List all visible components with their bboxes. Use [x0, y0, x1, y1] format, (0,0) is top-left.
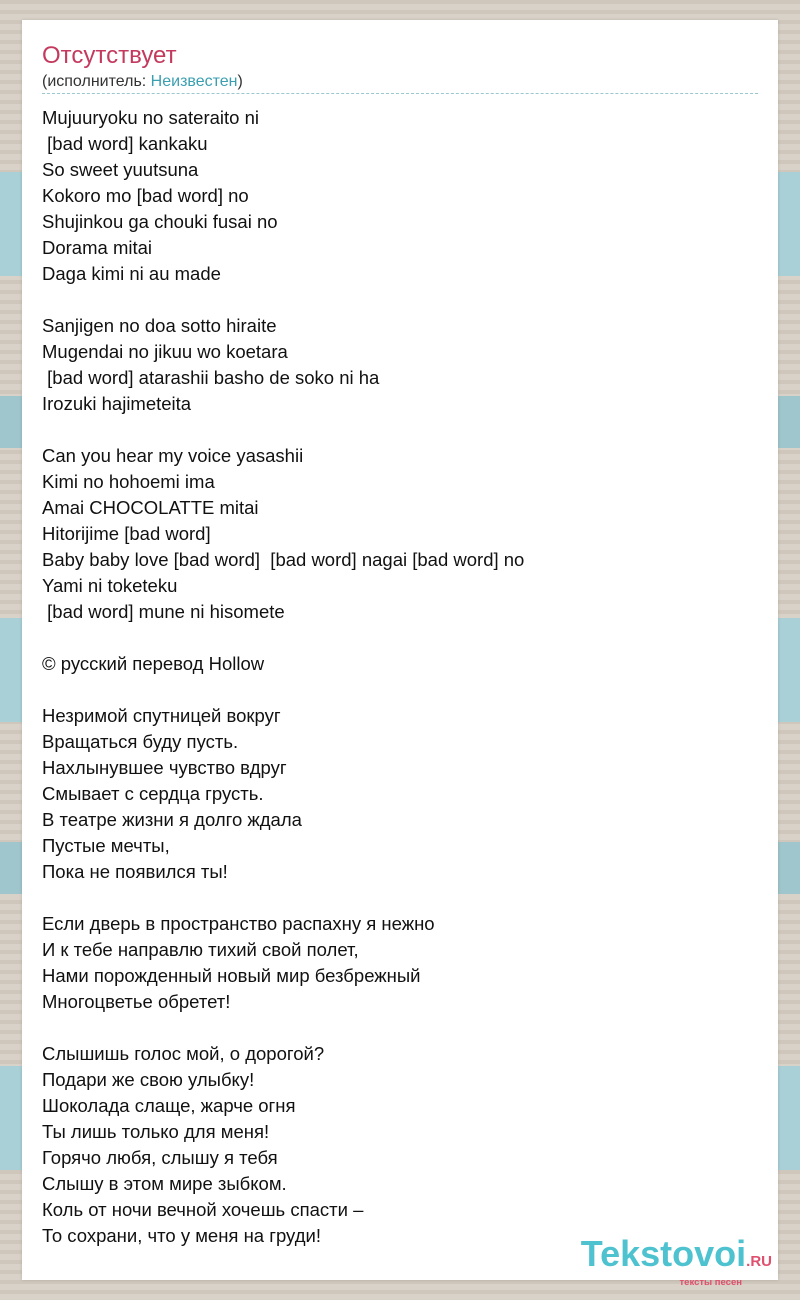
lyric-line: Yami ni toketeku — [42, 575, 178, 596]
lyric-blank-line — [42, 287, 758, 313]
lyric-line: Горячо любя, слышу я тебя — [42, 1147, 278, 1168]
lyric-line: Подари же свою улыбку! — [42, 1069, 255, 1090]
lyric-blank-line — [42, 417, 758, 443]
lyric-line: Mugendai no jikuu wo koetara — [42, 341, 288, 362]
lyric-blank-line — [42, 885, 758, 911]
lyric-line: То сохрани, что у меня на груди! — [42, 1225, 321, 1246]
lyric-line: Hitorijime [bad word] — [42, 523, 211, 544]
logo-wordmark[interactable] — [568, 1233, 772, 1279]
site-logo[interactable] — [568, 1233, 772, 1288]
lyric-line: Шоколада слаще, жарче огня — [42, 1095, 296, 1116]
lyric-line: Shujinkou ga chouki fusai no — [42, 211, 278, 232]
lyric-line: Многоцветье обретет! — [42, 991, 231, 1012]
lyric-line: Коль от ночи вечной хочешь спасти – — [42, 1199, 364, 1220]
artist-line — [42, 73, 243, 91]
lyric-line: Daga kimi ni au made — [42, 263, 221, 284]
lyric-blank-line — [42, 625, 758, 651]
lyric-line: Mujuuryoku no sateraito ni — [42, 107, 259, 128]
lyric-line: So sweet yuutsuna — [42, 159, 199, 180]
song-title: Отсутствует — [42, 42, 177, 69]
title-divider — [42, 93, 758, 94]
lyric-blank-line — [42, 677, 758, 703]
logo-tagline: тексты песен — [679, 1277, 742, 1288]
lyric-line: Kokoro mo [bad word] no — [42, 185, 249, 206]
lyric-line: Dorama mitai — [42, 237, 152, 258]
lyric-line: Слышу в этом мире зыбком. — [42, 1173, 287, 1194]
lyric-line: Незримой спутницей вокруг — [42, 705, 281, 726]
lyric-line: Irozuki hajimeteita — [42, 393, 192, 414]
artist-link[interactable]: Неизвестен — [150, 73, 238, 90]
artist-suffix: ) — [237, 73, 243, 90]
lyric-line: Смывает с сердца грусть. — [42, 783, 264, 804]
lyric-line: Пока не появился ты! — [42, 861, 228, 882]
lyric-line: [bad word] mune ni hisomete — [42, 601, 285, 622]
lyric-line: Вращаться буду пусть. — [42, 731, 239, 752]
lyric-line: Baby baby love [bad word] [bad word] nagai [bad word] no — [42, 549, 525, 570]
lyrics-card — [22, 20, 778, 1288]
lyric-line: [bad word] kankaku — [42, 133, 208, 154]
lyric-line: Слышишь голос мой, о дорогой? — [42, 1043, 325, 1064]
lyric-blank-line — [42, 1015, 758, 1041]
lyric-line: [bad word] atarashii basho de soko ni ha — [42, 367, 380, 388]
artist-prefix: (исполнитель: — [42, 73, 151, 90]
lyric-line: Amai CHOCOLATTE mitai — [42, 497, 259, 518]
lyric-line: Нахлынувшее чувство вдруг — [42, 757, 287, 778]
lyric-line: И к тебе направлю тихий свой полет, — [42, 939, 359, 960]
lyric-line: Can you hear my voice yasashii — [42, 445, 304, 466]
lyric-line: Ты лишь только для меня! — [42, 1121, 270, 1142]
logo-domain: .RU — [746, 1253, 772, 1270]
logo-main-text: Tekstovoi — [580, 1233, 747, 1274]
lyric-line: Sanjigen no doa sotto hiraite — [42, 315, 277, 336]
lyric-line: Kimi no hohoemi ima — [42, 471, 215, 492]
lyric-line: В театре жизни я долго ждала — [42, 809, 302, 830]
lyric-line: Нами порожденный новый мир безбрежный — [42, 965, 421, 986]
lyrics-text — [42, 105, 758, 1249]
lyric-line: © русский перевод Hollow — [42, 653, 265, 674]
lyric-line: Пустые мечты, — [42, 835, 170, 856]
lyric-line: Если дверь в пространство распахну я нежно — [42, 913, 435, 934]
